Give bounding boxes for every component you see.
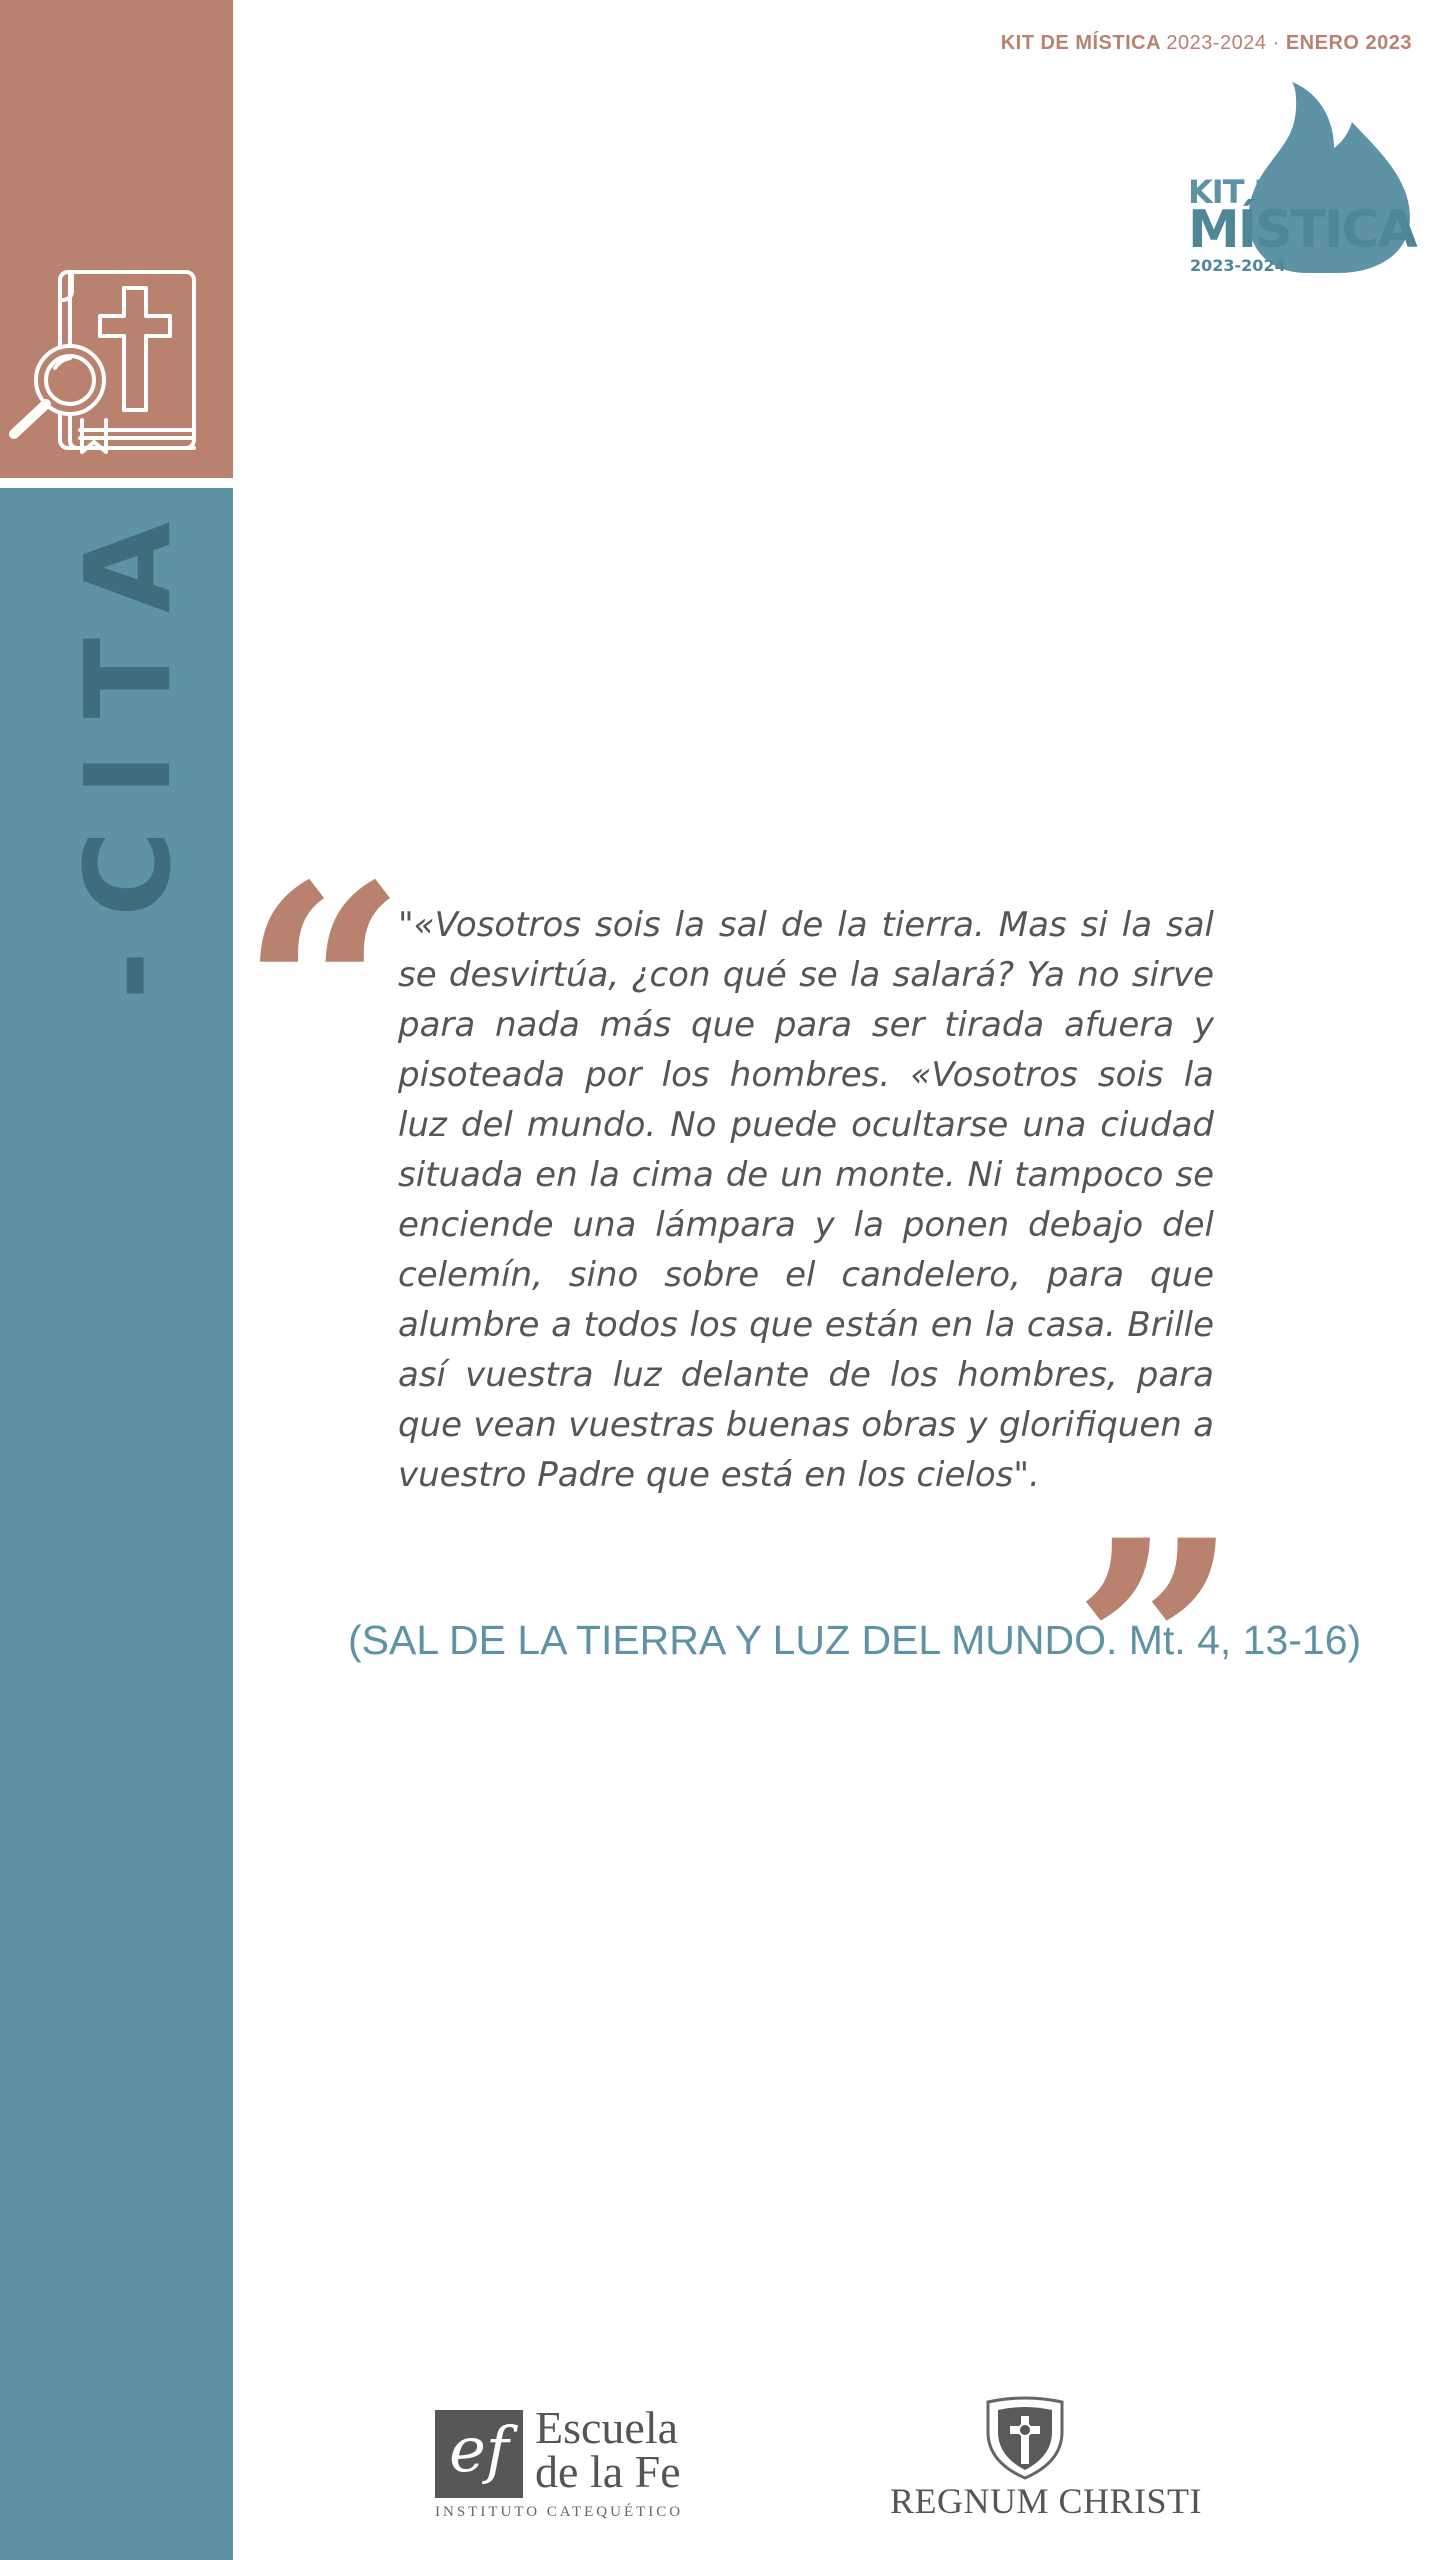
kit-mistica-logo <box>1188 78 1414 278</box>
open-quote-mark: “ <box>240 823 407 1163</box>
logo-years: 2023-2024 <box>1190 256 1286 275</box>
close-quote-mark: ” <box>1072 1478 1239 1818</box>
header-separator: · <box>1272 32 1280 54</box>
header-kit-label: KIT DE MÍSTICA <box>1000 32 1161 54</box>
ef-mark: ef <box>435 2410 523 2498</box>
section-label: -CITA <box>59 487 197 1000</box>
quote-citation: (SAL DE LA TIERRA Y LUZ DEL MUNDO. Mt. 4, 13-16) <box>348 1617 1362 1663</box>
quote-text: "«Vosotros sois la sal de la tierra. Mas si la sal se desvirtúa, ¿con qué se la salará? Ya no sirve para nada más que para ser tirada afuera y pisoteada por los hombres. «Vosotros sois la luz del mundo. No puede ocultarse una ciudad situada en la cima de un monte. Ni tampoco se enciende una lámpara y la ponen debajo del celemín, sino sobre el candelero, para que alumbre a todos los que están en la casa. Brille así vuestra luz delante de los hombres, para que vean vuestras buenas obras y glorifiquen a vuestro Padre que está en los cielos". <box>398 905 1214 1495</box>
header-line <box>1001 32 1412 55</box>
header-month: ENERO 2023 <box>1285 32 1412 54</box>
ef-name-line1: Escuela <box>535 2402 679 2453</box>
header-years: 2023-2024 <box>1166 32 1267 54</box>
escuela-de-la-fe-logo <box>435 2402 685 2520</box>
ef-name-line2: de la Fe <box>535 2446 681 2497</box>
ef-name <box>535 2402 681 2497</box>
logo-line2: MÍSTICA <box>1188 200 1416 260</box>
bible-search-icon <box>0 0 233 478</box>
logo-line1: KIT DE <box>1188 173 1301 211</box>
ef-subtitle: INSTITUTO CATEQUÉTICO <box>435 2504 684 2520</box>
sidebar-top-panel <box>0 0 233 478</box>
regnum-christi-logo <box>880 2392 1203 2522</box>
shield-cross-icon <box>880 2392 1170 2482</box>
regnum-christi-name: REGNUM CHRISTI <box>890 2481 1203 2521</box>
